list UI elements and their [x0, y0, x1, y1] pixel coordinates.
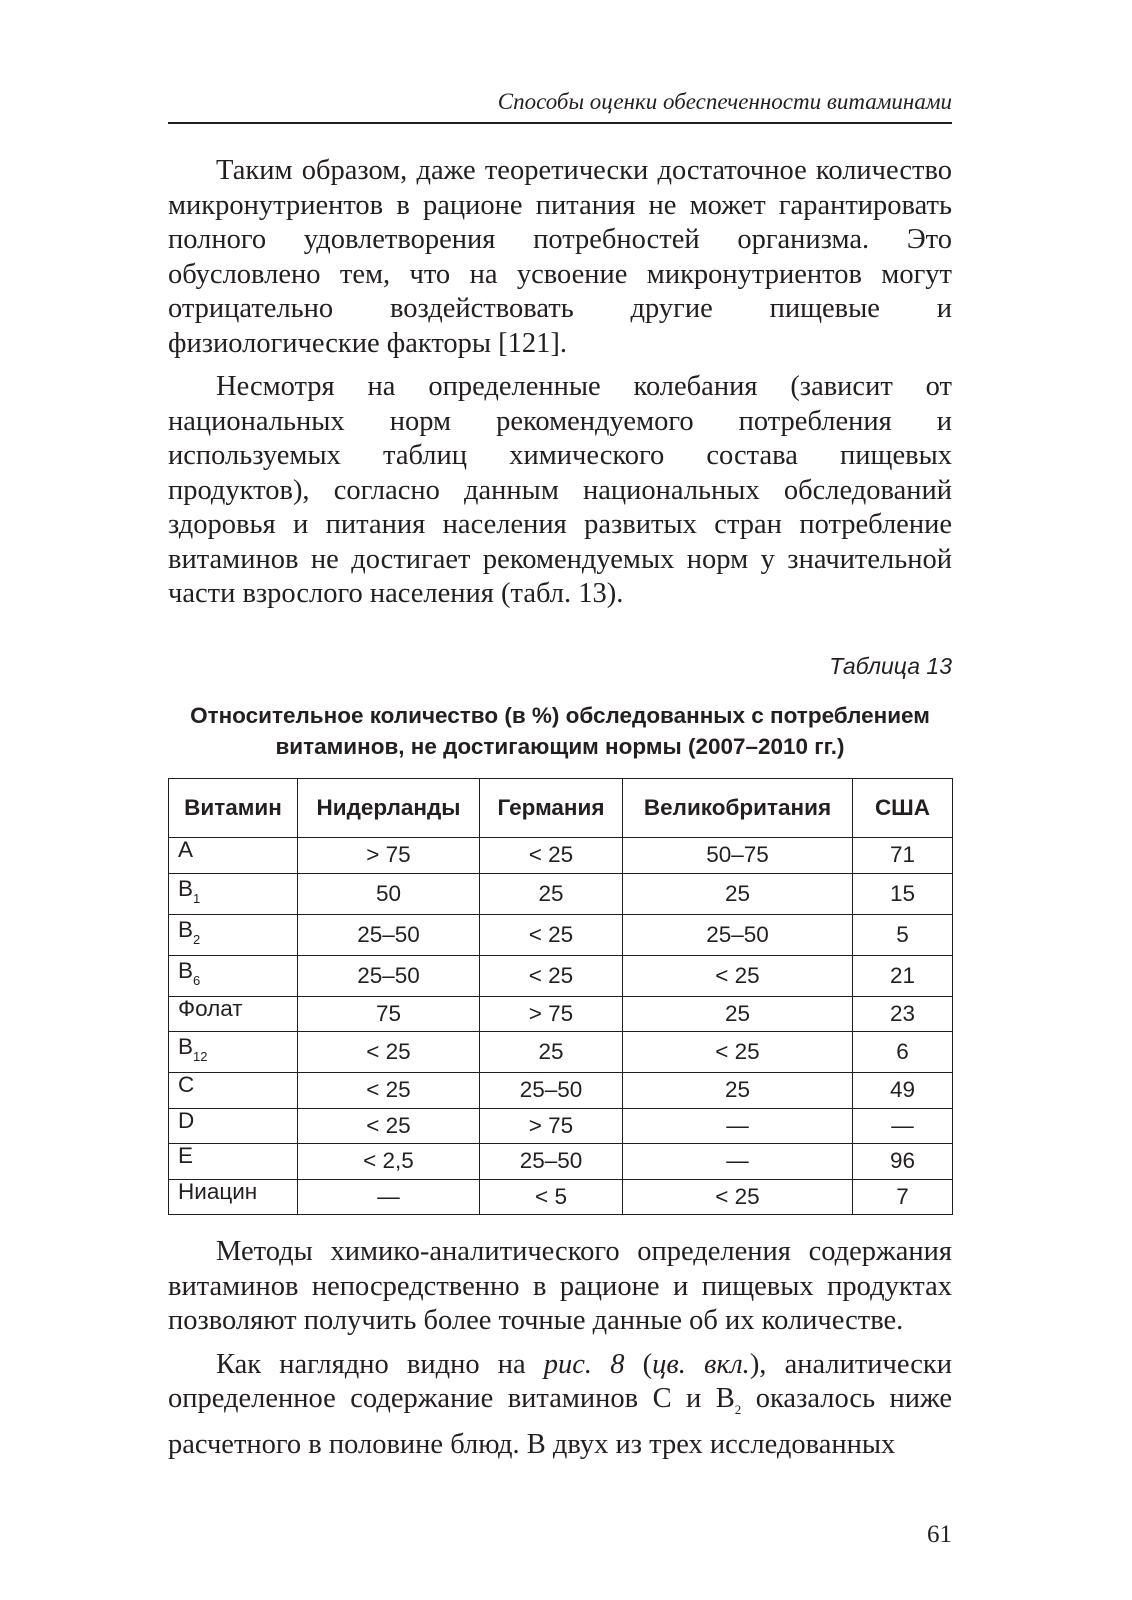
header-rule [168, 122, 952, 124]
table-label: Таблица 13 [829, 653, 952, 679]
table-header-row [169, 779, 953, 838]
netherlands-cell: < 25 [298, 1032, 480, 1073]
uk-cell: — [623, 1108, 853, 1144]
page-number: 61 [927, 1521, 952, 1548]
usa-cell: 15 [853, 873, 953, 914]
table-caption-line-2: витаминов, не достигающим нормы (2007–2010 гг.) [275, 734, 845, 759]
germany-cell: > 75 [480, 996, 623, 1032]
uk-cell: 50–75 [623, 838, 853, 874]
germany-cell: < 5 [480, 1179, 623, 1215]
usa-cell: 5 [853, 914, 953, 955]
usa-cell: 7 [853, 1179, 953, 1215]
table-row [169, 914, 953, 955]
vitamin-table [168, 778, 953, 1215]
table-caption-line-1: Относительное количество (в %) обследованных с потреблением [190, 703, 930, 728]
text-block-bottom [168, 1235, 952, 1462]
table-row [169, 1032, 953, 1073]
table-row [169, 873, 953, 914]
figure-reference: рис. 8 [543, 1348, 625, 1380]
usa-cell: 96 [853, 1144, 953, 1180]
vitamin-name-cell: A [169, 838, 298, 874]
paragraph-4: Как наглядно видно на рис. 8 (цв. вкл.), аналитически определенное содержание витаминов С и $B_2$ оказалось ниже расчетного в половине блюд. В двух из трех исследованных [168, 1348, 953, 1460]
color-insert-note: цв. вкл. [652, 1348, 750, 1380]
paragraph-2: Несмотря на определенные колебания (зависит от национальных норм рекомендуемого потребления и используемых таблиц химического состава пищевых продуктов), согласно данным национальных обследований здоровья и питания населения развитых стран потребление витаминов не достигает рекомендуемых норм у значительной части взрослого населения (табл. 13). [168, 371, 952, 609]
table-row [169, 1144, 953, 1180]
vitamin-name-cell: Ниацин [169, 1179, 298, 1215]
paragraph-1: Таким образом, даже теоретически достаточное количество микронутриентов в рационе питания не может гарантировать полного удовлетворения потребностей организма. Это обусловлено тем, что на усвоение микронутриентов могут отрицательно воздействовать другие пищевые и физиологические факторы [121]. [168, 155, 952, 359]
usa-cell: 71 [853, 838, 953, 874]
netherlands-cell: 25–50 [298, 955, 480, 996]
vitamin-name-cell: $B_2$ [169, 914, 298, 955]
germany-cell: 25–50 [480, 1144, 623, 1180]
uk-cell: 25 [623, 873, 853, 914]
netherlands-cell: 50 [298, 873, 480, 914]
usa-cell: — [853, 1108, 953, 1144]
vitamin-name-cell: C [169, 1073, 298, 1109]
netherlands-cell: < 25 [298, 1108, 480, 1144]
uk-cell: 25–50 [623, 914, 853, 955]
table-caption [168, 700, 952, 762]
usa-cell: 23 [853, 996, 953, 1032]
usa-cell: 21 [853, 955, 953, 996]
vitamin-name-cell: E [169, 1144, 298, 1180]
uk-cell: < 25 [623, 1179, 853, 1215]
header-cell: США [853, 779, 953, 838]
vitamin-name-cell: Фолат [169, 996, 298, 1032]
header-cell: Нидерланды [298, 779, 480, 838]
header-cell: Германия [480, 779, 623, 838]
table-row [169, 955, 953, 996]
header-cell: Витамин [169, 779, 298, 838]
uk-cell: < 25 [623, 955, 853, 996]
table-row [169, 1073, 953, 1109]
germany-cell: < 25 [480, 955, 623, 996]
table-row [169, 996, 953, 1032]
text-block-top [168, 154, 952, 612]
table-row [169, 1179, 953, 1215]
uk-cell: — [623, 1144, 853, 1180]
paragraph-3: Методы химико-аналитического определения содержания витаминов непосредственно в рационе и пищевых продуктах позволяют получить более точные данные об их количестве. [168, 1236, 952, 1336]
uk-cell: < 25 [623, 1032, 853, 1073]
vitamin-name-cell: $B_6$ [169, 955, 298, 996]
running-head: Способы оценки обеспеченности витаминами [497, 89, 952, 114]
netherlands-cell: 25–50 [298, 914, 480, 955]
uk-cell: 25 [623, 1073, 853, 1109]
vitamin-name-cell: $B_{12}$ [169, 1032, 298, 1073]
germany-cell: 25–50 [480, 1073, 623, 1109]
germany-cell: < 25 [480, 914, 623, 955]
usa-cell: 49 [853, 1073, 953, 1109]
netherlands-cell: < 2,5 [298, 1144, 480, 1180]
netherlands-cell: — [298, 1179, 480, 1215]
vitamin-name-cell: $B_1$ [169, 873, 298, 914]
table-row [169, 838, 953, 874]
table-row [169, 1108, 953, 1144]
netherlands-cell: < 25 [298, 1073, 480, 1109]
vitamin-name-cell: D [169, 1108, 298, 1144]
germany-cell: 25 [480, 1032, 623, 1073]
netherlands-cell: > 75 [298, 838, 480, 874]
netherlands-cell: 75 [298, 996, 480, 1032]
germany-cell: 25 [480, 873, 623, 914]
usa-cell: 6 [853, 1032, 953, 1073]
uk-cell: 25 [623, 996, 853, 1032]
header-cell: Великобритания [623, 779, 853, 838]
germany-cell: > 75 [480, 1108, 623, 1144]
germany-cell: < 25 [480, 838, 623, 874]
